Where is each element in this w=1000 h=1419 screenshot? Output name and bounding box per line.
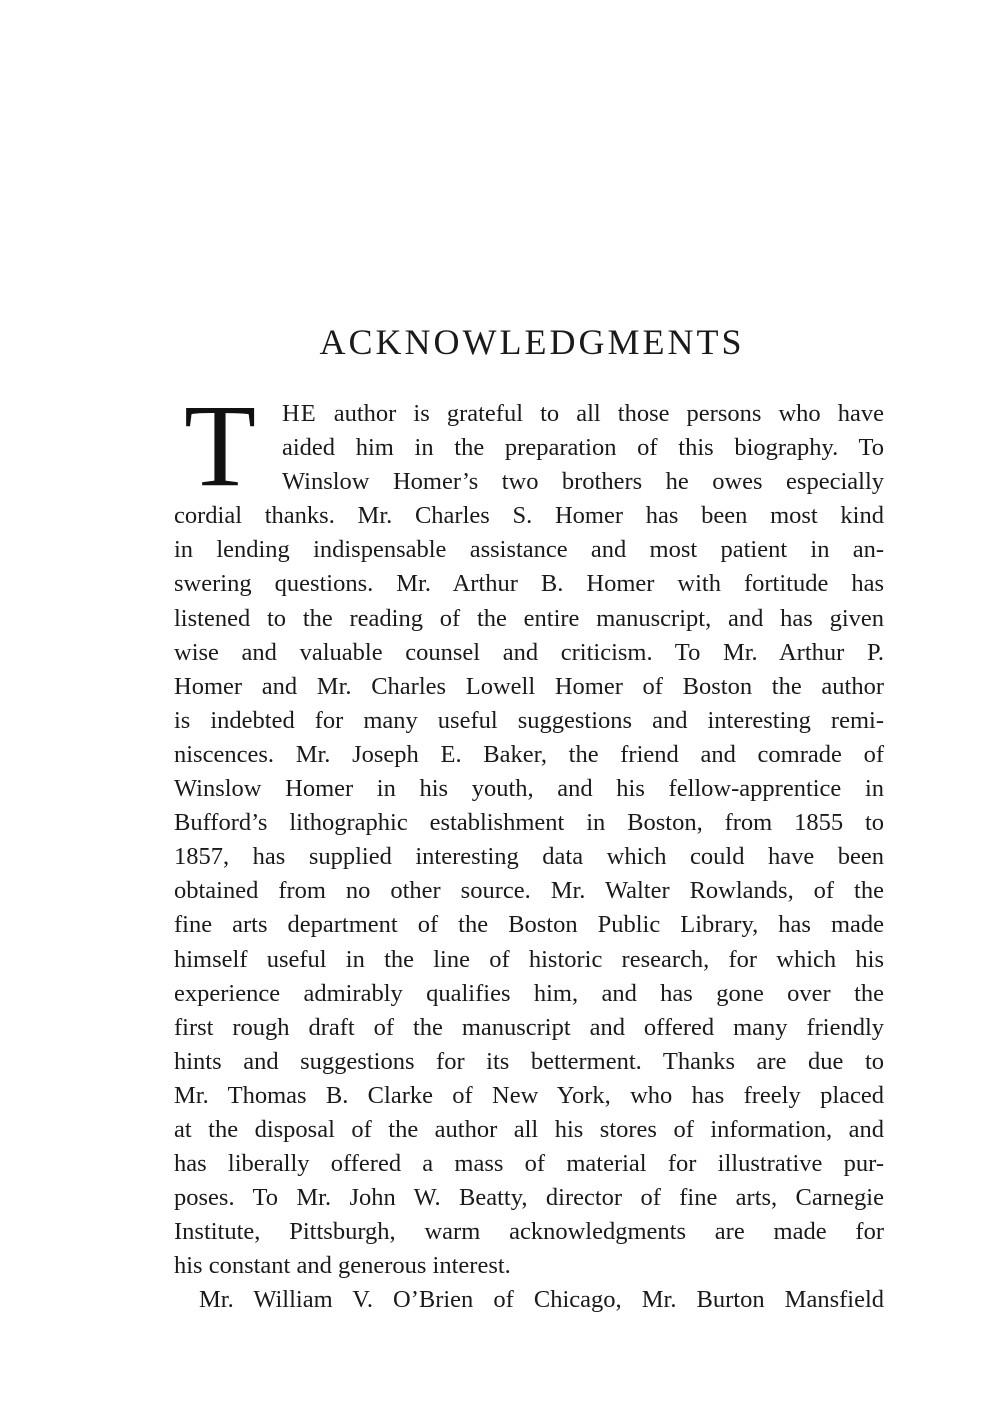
text-line: Homer and Mr. Charles Lowell Homer of Boston the author bbox=[174, 672, 884, 700]
text-line: Winslow Homer in his youth, and his fellow-apprentice in bbox=[174, 775, 884, 803]
text-line: fine arts department of the Boston Public Library, has made bbox=[174, 911, 884, 939]
text-line: Mr. Thomas B. Clarke of New York, who has freely placed bbox=[174, 1081, 884, 1109]
lead-caps: HE bbox=[282, 400, 317, 427]
text-line: in lending indispensable assistance and most patient in an- bbox=[174, 536, 884, 564]
text-line: aided him in the preparation of this biography. To bbox=[282, 434, 884, 462]
text-line bbox=[282, 397, 884, 431]
text-line: niscences. Mr. Joseph E. Baker, the friend and comrade of bbox=[174, 740, 884, 768]
text-line: Winslow Homer’s two brothers he owes especially bbox=[282, 468, 884, 496]
text-line: cordial thanks. Mr. Charles S. Homer has been most kind bbox=[174, 502, 884, 530]
text-line: 1857, has supplied interesting data which could have been bbox=[174, 843, 884, 871]
page-title: ACKNOWLEDGMENTS bbox=[319, 322, 745, 362]
text-line: at the disposal of the author all his stores of information, and bbox=[174, 1115, 884, 1143]
text-line: wise and valuable counsel and criticism. To Mr. Arthur P. bbox=[174, 638, 884, 666]
text-line-rest: author is grateful to all those persons who have bbox=[316, 400, 884, 427]
text-line: obtained from no other source. Mr. Walter Rowlands, of the bbox=[174, 877, 884, 905]
text-line: Mr. William V. O’Brien of Chicago, Mr. Burton Mansfield bbox=[199, 1286, 884, 1314]
text-line: swering questions. Mr. Arthur B. Homer with fortitude has bbox=[174, 570, 884, 598]
text-line: Institute, Pittsburgh, warm acknowledgments are made for bbox=[174, 1218, 884, 1246]
text-line: listened to the reading of the entire manuscript, and has given bbox=[174, 604, 884, 632]
text-line: experience admirably qualifies him, and has gone over the bbox=[174, 979, 884, 1007]
text-line: has liberally offered a mass of material for illustrative pur- bbox=[174, 1150, 884, 1178]
body-paragraph bbox=[174, 380, 884, 1318]
text-line: his constant and generous interest. bbox=[174, 1252, 511, 1280]
text-line: Bufford’s lithographic establishment in Boston, from 1855 to bbox=[174, 809, 884, 837]
text-line: himself useful in the line of historic research, for which his bbox=[174, 945, 884, 973]
text-line: hints and suggestions for its betterment. Thanks are due to bbox=[174, 1047, 884, 1075]
text-line: is indebted for many useful suggestions and interesting remi- bbox=[174, 706, 884, 734]
drop-cap: T bbox=[183, 380, 257, 511]
text-line: first rough draft of the manuscript and offered many friendly bbox=[174, 1013, 884, 1041]
text-line: poses. To Mr. John W. Beatty, director of fine arts, Carnegie bbox=[174, 1184, 884, 1212]
